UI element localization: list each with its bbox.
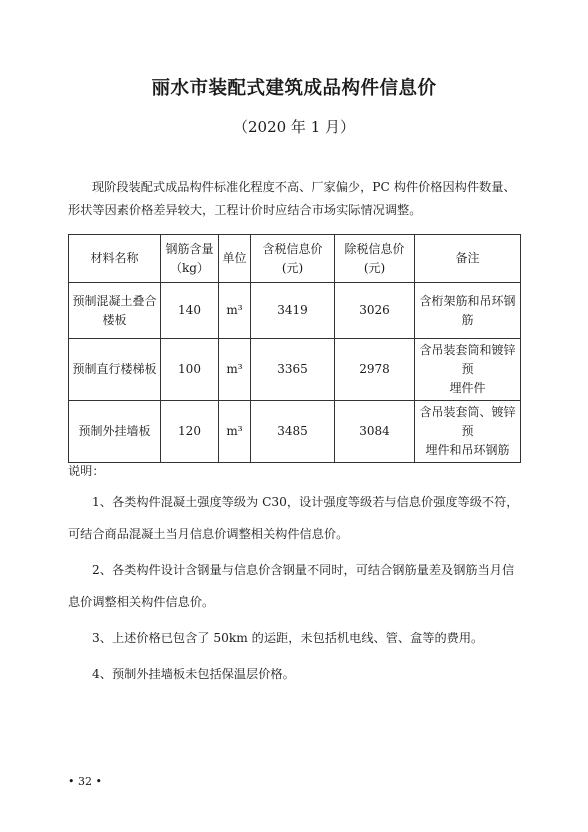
header-rebar-line2: （kg） <box>170 260 209 275</box>
cell-name-line2: 楼板 <box>102 312 127 327</box>
header-rebar-line1: 钢筋含量 <box>165 241 214 256</box>
cell-remark <box>415 283 521 339</box>
cell-remark <box>415 401 521 463</box>
header-rebar <box>161 235 219 283</box>
cell-unit: m³ <box>219 401 251 463</box>
cell-tax-price: 3365 <box>251 339 335 401</box>
cell-remark-line2: 埋件件 <box>449 381 486 395</box>
page-title: 丽水市装配式建筑成品构件信息价 <box>151 78 437 99</box>
notes-heading: 说明： <box>68 464 105 478</box>
cell-remark-line1: 含吊装套筒和镀锌预 <box>419 343 516 376</box>
header-tax-line1: 含税信息价 <box>262 241 323 256</box>
table-header-row <box>69 235 521 283</box>
header-tax-line2: (元) <box>281 260 304 275</box>
cell-rebar: 100 <box>161 339 219 401</box>
note-item: 3、上述价格已包含了 50km 的运距，未包括机电线、管、盒等的费用。 <box>92 631 484 645</box>
cell-notax-price: 2978 <box>335 339 415 401</box>
cell-unit: m³ <box>219 283 251 339</box>
header-material-name: 材料名称 <box>69 235 161 283</box>
note-item: 1、各类构件混凝土强度等级为 C30，设计强度等级若与信息价强度等级不符，可结合商品混凝土当月信息价调整相关构件信息价。 <box>68 495 519 541</box>
cell-unit: m³ <box>219 339 251 401</box>
note-item: 2、各类构件设计含钢量与信息价含钢量不同时，可结合钢筋量差及钢筋当月信息价调整相关构件信息价。 <box>68 563 515 609</box>
notes-section <box>68 460 520 690</box>
page-number: • 32 • <box>68 775 102 788</box>
cell-remark-line1: 含桁架筋和吊环钢筋 <box>419 293 516 327</box>
cell-name: 预制外挂墙板 <box>69 401 161 463</box>
table-row <box>69 401 521 463</box>
cell-name <box>69 283 161 339</box>
header-tax-price <box>251 235 335 283</box>
cell-tax-price: 3419 <box>251 283 335 339</box>
cell-rebar: 140 <box>161 283 219 339</box>
price-table <box>68 234 521 463</box>
header-unit: 单位 <box>219 235 251 283</box>
cell-notax-price: 3084 <box>335 401 415 463</box>
cell-remark <box>415 339 521 401</box>
cell-remark-line1: 含吊装套筒、镀锌预 <box>419 405 516 438</box>
cell-name: 预制直行楼梯板 <box>69 339 161 401</box>
cell-rebar: 120 <box>161 401 219 463</box>
header-notax-price <box>335 235 415 283</box>
note-item: 4、预制外挂墙板未包括保温层价格。 <box>92 667 295 681</box>
header-notax-line2: (元) <box>363 260 386 275</box>
cell-name-line1: 预制混凝土叠合 <box>72 293 157 308</box>
cell-tax-price: 3485 <box>251 401 335 463</box>
header-notax-line1: 除税信息价 <box>344 241 405 256</box>
intro-paragraph: 现阶段装配式成品构件标准化程度不高、厂家偏少，PC 构件价格因构件数量、形状等因素价格差异较大，工程计价时应结合市场实际情况调整。 <box>68 180 516 217</box>
cell-remark-line2: 埋件和吊环钢筋 <box>425 443 510 457</box>
table-row <box>69 283 521 339</box>
header-remark: 备注 <box>415 235 521 283</box>
table-row <box>69 339 521 401</box>
cell-notax-price: 3026 <box>335 283 415 339</box>
page-subtitle: （2020 年 1 月） <box>232 118 356 136</box>
